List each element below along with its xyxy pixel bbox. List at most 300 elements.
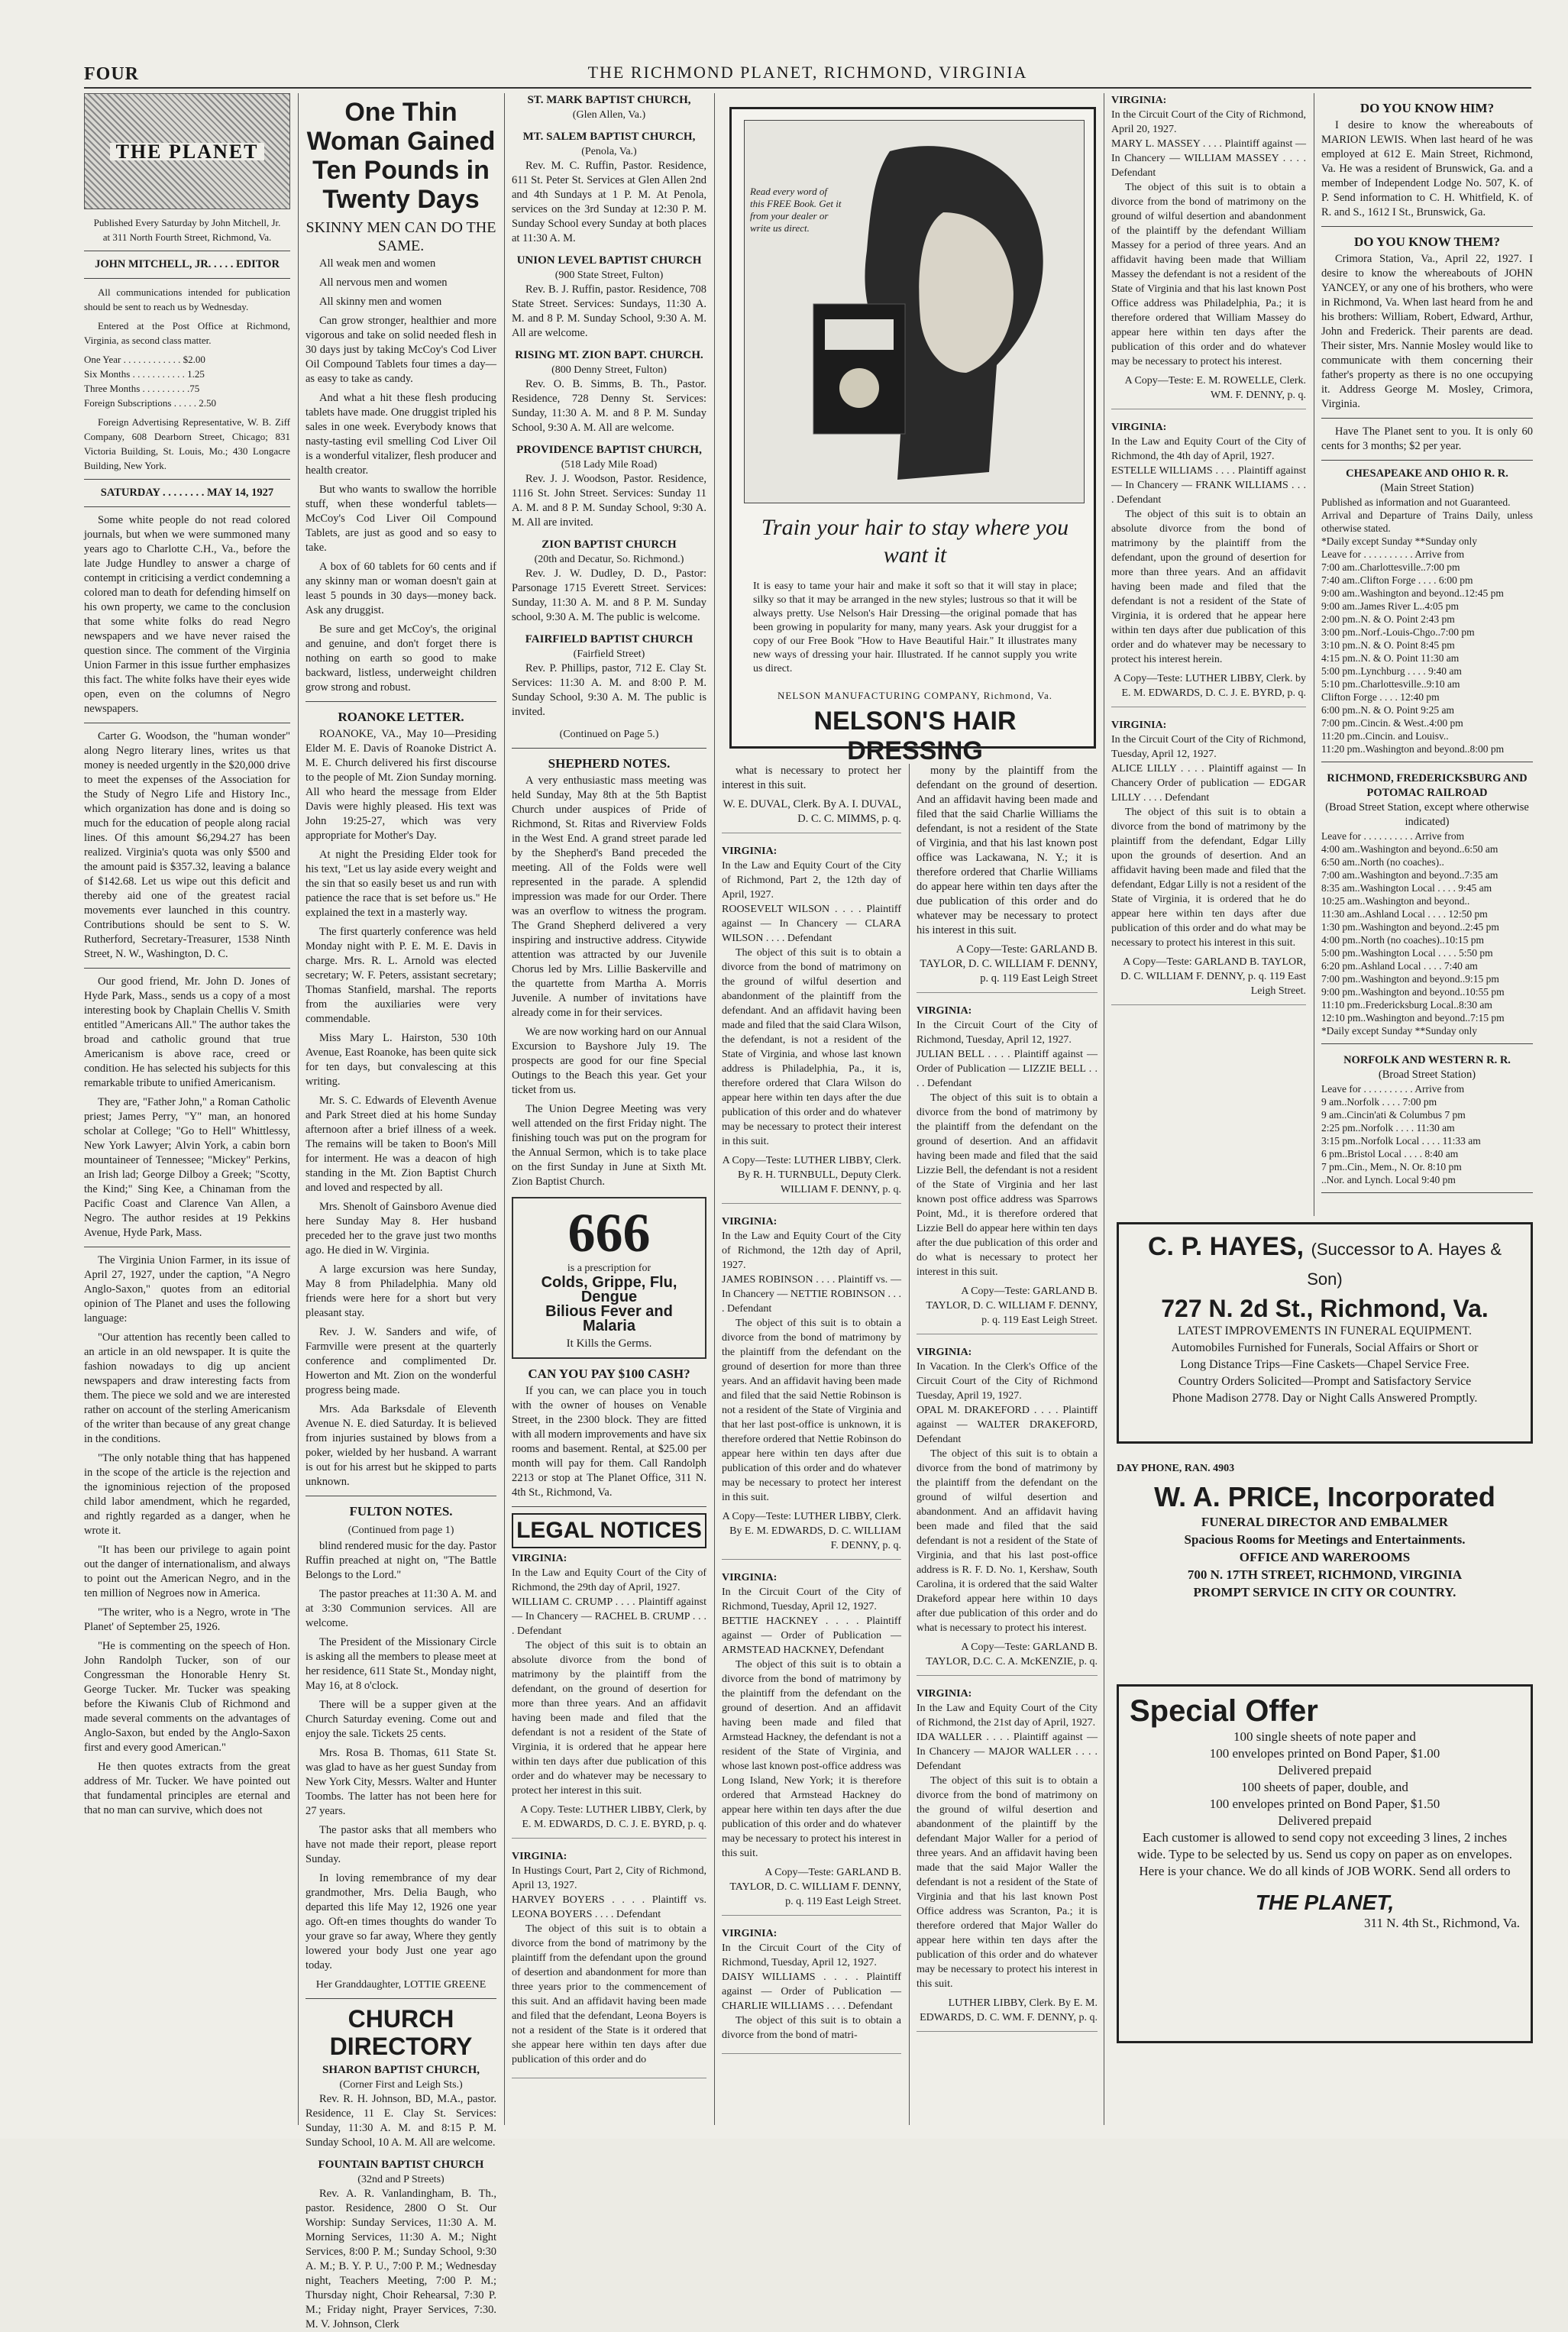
notice-body: The object of this suit is to obtain a divorce from the bond of matrimony by the plaintiff from the defendant, Edgar Lilly upon the grounds of desertion. And an affidavit having been made and filed that the defendant, Edgar Lilly is not a resident of the State of Virginia, it is ordered that he do appear here within ten days after due publication of this order and do what may be necessary to protect his interest in this suit. (1111, 807, 1306, 949)
ad-line: 100 single sheets of note paper and (1233, 1729, 1416, 1744)
notice-fragment: what is necessary to protect her interest in this suit. (722, 765, 901, 791)
church-address: (900 State Street, Fulton) (554, 270, 664, 281)
legal-notice (1111, 718, 1306, 1005)
article-para: All weak men and women (319, 257, 436, 270)
woman-portrait-illustration (745, 121, 1084, 503)
schedule-line: 9 am..Cincin'ati & Columbus 7 pm (1321, 1109, 1466, 1121)
nelson-copy: It is easy to tame your hair and make it soft so that it will stay in place; silky so that it may be arranged in the new styles; lustrous so that it will be always pretty. Use Nelson's Hair Dressing—the original pomade that has been growing in popularity for many, many years. Ask your druggist for a copy of our Free Book "How to Have Beautiful Hair." It illustrates many new ways of dressing your hair. Illustrated. If he cannot supply you write us direct. (753, 581, 1077, 674)
editorial-para: "Our attention has recently been called to an article in an old newspaper. It is quite the fashion nowadays to dig up ancient newspapers and draw interesting facts from them. The piece we sold and we are interested rather on account of the sterling Americanism of the writer than because of any great change in the conditions. (84, 1331, 290, 1445)
church-name: SHARON BAPTIST CHURCH, (322, 2064, 480, 2076)
editorial-para: Our good friend, Mr. John D. Jones of Hyde Park, Mass., sends us a copy of a most interesting book by Chaplain Chellis V. Smith entitled "Americans All." The author takes the broad and catholic ground that true Americanism is above race, creed or condition. He has selected his subjects for this remarkable tribute to unified Americanism. (84, 975, 290, 1089)
railroad-name: RICHMOND, FREDERICKSBURG AND POTOMAC RAILROAD (1327, 772, 1528, 799)
entered-note: Entered at the Post Office at Richmond, Virginia, as second class matter. (84, 320, 290, 346)
railroad-name: CHESAPEAKE AND OHIO R. R. (1346, 467, 1508, 480)
pub-line: Published Every Saturday by John Mitchell, Jr. (93, 217, 281, 228)
church-entry (512, 254, 706, 341)
article-para: Be sure and get McCoy's, the original and genuine, and don't forget there is nothing on earth so good to make backward, listless, underweight children grow strong and robust. (306, 623, 496, 694)
notice-court: In the Law and Equity Court of the City of Richmond, the 29th day of April, 1927. (512, 1567, 706, 1593)
notice-fragment: mony by the plaintiff from the defendant on the ground of desertion. And an affidavit having been made and filed that the said Charlie Williams the defendant, is not a resident of the State of Virginia, and that his last known post office was Lackawana, N. Y.; it is therefore ordered that Charlie Williams do appear here within ten days after the due publication of this order and do whatever may be necessary to protect his interest in this suit. (917, 765, 1098, 936)
fulton-sub: (Continued from page 1) (348, 1525, 454, 1536)
schedule-line: 2:00 pm..N. & O. Point 2:43 pm (1321, 613, 1455, 625)
editorial-para: Carter G. Woodson, the "human wonder" along Negro literary lines, writes us that money is needed urgently in the $20,000 drive to meet the expenses of the Association for the Study of Negro Life and History Inc., which organization has done and is doing so much for the education of people along racial lines. Of this amount $6,294.27 has been realized. Virginia's quota was only $500 and the amount paid is $357.32, leaving a balance of $142.68. Let us wipe out this deficit and thereby aid one of the greatest racial movements ever launched in this country. Contributions should be sent to S. W. Rutherford, Secretary-Treasurer, 1538 Ninth Street, N. W., Washington, D. C. (84, 730, 290, 960)
editorial-para: "The only notable thing that has happened in the scope of the article is the rejection and the ignominious rejection of the proposed child labor amendment, which he regarded, and rightly regarded as a danger, when he wrote it. (84, 1452, 290, 1537)
railroad-sub: (Broad Street Station) (1378, 1069, 1476, 1081)
hayes-address: 727 N. 2d St., Richmond, Va. (1161, 1295, 1489, 1322)
notice-caption: DAISY WILLIAMS . . . . Plaintiff against — Order of Publication — CHARLIE WILLIAMS . . . . Defendant (722, 1971, 901, 2012)
legal-notice (917, 1687, 1098, 2032)
hayes-successor: (Successor to A. Hayes & Son) (1307, 1240, 1502, 1289)
article-para: At night the Presiding Elder took for his text, "Let us lay aside every weight and the sin that so easily beset us and run with patience the race that is set before us." He explained the text in a masterly way. (306, 849, 496, 919)
fulton-body (306, 1539, 496, 1867)
article-para: A box of 60 tablets for 60 cents and if any skinny man or woman doesn't gain at least 5 pounds in 30 days—money back. Ask any druggist. (306, 561, 496, 616)
schedule-line: 2:25 pm..Norfolk . . . . 11:30 am (1321, 1122, 1455, 1134)
schedule-line: 6:00 pm..N. & O. Point 9:25 am (1321, 704, 1455, 716)
railroad-schedules (1321, 467, 1533, 1193)
article-para: All nervous men and women (319, 277, 448, 289)
schedule-line: 11:20 pm..Washington and beyond..8:00 pm (1321, 743, 1505, 755)
article-para: A very enthusiastic mass meeting was held Sunday, May 8th at the 5th Baptist Church under auspices of Pride of Richmond, St. Ritas and Riverview Folds in the West End. A grand street parade led by the Shepherd's Band preceded the meeting. All of the Folds were well represented in the parade. A splendid impression was made for our Order. There was an overflow to witness the program. The Grand Shepherd delivered a very inspiring and instructive address. Citywide attention was attracted by our Juvenile Chorus led by Mrs. Lillie Baskerville and the quartette from Martha A. Morris Juvenile. A number of invitations have already come in for their services. (512, 775, 706, 1019)
schedule-line: Leave for . . . . . . . . . . Arrive from (1321, 830, 1465, 842)
church-name: UNION LEVEL BAPTIST CHURCH (516, 254, 702, 267)
ad-666-desc: is a prescription for (567, 1263, 651, 1274)
legal-notice (722, 1926, 901, 2054)
schedule-line: 9 am..Norfolk . . . . 7:00 pm (1321, 1096, 1437, 1108)
railroad-name: NORFOLK AND WESTERN R. R. (1343, 1054, 1511, 1066)
article-para: But who wants to swallow the horrible stuff, when these wonderful tablets—McCoy's Cod Liver Oil Compound Tablets, are just as good and so easy to take. (306, 484, 496, 554)
notice-sign: A Copy—Teste: E. M. ROWELLE, Clerk. WM. F. DENNY, p. q. (1124, 375, 1306, 401)
ad-line: 100 envelopes printed on Bond Paper, $1.00 (1209, 1746, 1440, 1761)
schedule-line: 5:00 pm..Lynchburg . . . . 9:40 am (1321, 665, 1462, 677)
notice-sign: A Copy—Teste: GARLAND B. TAYLOR, D. C. WILLIAM F. DENNY, p. q. 119 East Leigh Street. (926, 1286, 1098, 1326)
editor-line: JOHN MITCHELL, JR. . . . . EDITOR (95, 258, 280, 270)
church-directory-heading: CHURCH DIRECTORY (329, 2005, 473, 2060)
ad-line: Delivered prepaid (1278, 1763, 1372, 1777)
notice-caption: JAMES ROBINSON . . . . Plaintiff vs. — In Chancery — NETTIE ROBINSON . . . . Defendant (722, 1274, 901, 1315)
notice-fragment-sign: A Copy—Teste: GARLAND B. TAYLOR, D. C. WILLIAM F. DENNY, p. q. 119 East Leigh Street (917, 943, 1098, 993)
notice-list (722, 844, 901, 2054)
article-para: Mrs. Shenolt of Gainsboro Avenue died here Sunday May 8. Her husband preceded her to the grave just two months ago. He died in W. Virginia. (306, 1201, 496, 1257)
column-legal-notices-b (917, 764, 1098, 2125)
rate-line: One Year . . . . . . . . . . . . $2.00 (84, 354, 205, 365)
notice-body: The object of this suit is to obtain a divorce from the bond of matrimony on the ground of wilful desertion and abandonment of the plaintiff by the defendant William Massey for a period of three years. And an affidavit having been made that William Massey the defendant is not a resident of the State of Virginia and that his last known Post Office address was Philadelphia, Pa.; it is therefore ordered that William Massey do appear here within ten days after the publication of this order and do whatever may be necessary to protect his interest. (1111, 182, 1306, 367)
church-details: Rev. J. W. Dudley, D. D., Pastor: Parsonage 1715 Everett Street. Services: Sunday, 11:30 A. M. and 8 P. M. Sunday school, 9:30 A. M. The public is welcome. (512, 568, 706, 623)
page-title: THE RICHMOND PLANET, RICHMOND, VIRGINIA (587, 63, 1028, 82)
legal-notice (722, 844, 901, 1204)
hayes-name: C. P. HAYES, (1148, 1232, 1305, 1261)
roanoke-body (306, 727, 496, 1489)
church-entry (512, 130, 706, 246)
railroad-sub: (Main Street Station) (1380, 482, 1474, 494)
column-rule (504, 93, 505, 2125)
mccoys-headline: One Thin Woman Gained Ten Pounds in Twenty Days (306, 98, 496, 214)
ad-line: Automobiles Furnished for Funerals, Social Affairs or Short or (1171, 1341, 1479, 1354)
notice-caption: ALICE LILLY . . . . Plaintiff against — In Chancery Order of publication — EDGAR LILLY . . . . Defendant (1111, 763, 1306, 804)
fulton-heading: FULTON NOTES. (349, 1504, 453, 1519)
editorial-para: Some white people do not read colored journals, but when we were summoned many years ago to Charlotte C.H., Va., before the late Judge Hundley to answer a charge of contempt in criticising a verdict condemning a colored man to death for defending himself on his own property, we came to the conclusion that some white folks do read Negro newspapers and we have never raised the question since. The comment of the Virginia Union Farmer in this issue further emphasizes this fact. The white folks have their eyes wide open, even on the columns of Negro newspapers. (84, 514, 290, 715)
offer-address: 311 N. 4th St., Richmond, Va. (1363, 1916, 1520, 1930)
memoriam-text: In loving remembrance of my dear grandmother, Mrs. Delia Baugh, who departed this life May 12, 1926 one year ago. Oft-en times thoughts do wander To your grave so far away, Where they gently lowered your body Just one year ago today. (306, 1872, 496, 1971)
schedule-line: 9:00 pm..Washington and beyond..10:55 pm (1321, 986, 1505, 998)
notice-state: VIRGINIA: (1111, 720, 1167, 731)
offer-heading: Special Offer (1130, 1694, 1318, 1728)
shepherd-body (512, 774, 706, 1189)
notice-state: VIRGINIA: (917, 1347, 972, 1358)
notice-court: In the Circuit Court of the City of Richmond, Tuesday, April 12, 1927. (917, 1020, 1098, 1046)
column-rule (714, 93, 715, 2125)
column-ads-news (306, 93, 496, 2330)
hayes-lines (1130, 1323, 1520, 1407)
schedule-line: 11:20 pm..Cincin. and Louisv.. (1321, 730, 1449, 742)
rate-line: Six Months . . . . . . . . . . . 1.25 (84, 368, 205, 380)
church-name: MT. SALEM BAPTIST CHURCH, (522, 131, 696, 143)
page-label: FOUR (84, 64, 139, 84)
notice-caption: JULIAN BELL . . . . Plaintiff against — Order of Publication — LIZZIE BELL . . . . Defendant (917, 1049, 1098, 1089)
schedule-line: Clifton Forge . . . . 12:40 pm (1321, 691, 1440, 703)
know-them-text: Crimora Station, Va., April 22, 1927. I desire to know the whereabouts of JOHN YANCEY, or any one of his brothers, who were in Richmond, Va. When last heard from he and his brothers: William, Robert, Edward, Arthur, John and Frederick. Their parents are dead. Their sister, Mrs. Nannie Mosley would like to communicate with them concerning their father's property as there is no one occupying it. Address George M. Mosley, Crimora, Virginia. (1321, 253, 1533, 410)
church-address: (518 Lady Mile Road) (561, 459, 658, 471)
schedule-line: 3:10 pm..N. & O. Point 8:45 pm (1321, 639, 1455, 651)
schedule-line: 4:00 pm..North (no coaches)..10:15 pm (1321, 934, 1484, 946)
notice-sign: LUTHER LIBBY, Clerk. By E. M. EDWARDS, D. C. WM. F. DENNY, p. q. (920, 1997, 1098, 2023)
notice-caption: HARVEY BOYERS . . . . Plaintiff vs. LEONA BOYERS . . . . Defendant (512, 1894, 706, 1920)
comm-note: All communications intended for publication should be sent to reach us by Wednesday. (84, 286, 290, 312)
notice-court: In the Circuit Court of the City of Richmond, Tuesday, April 12, 1927. (1111, 734, 1306, 760)
column-rule (909, 764, 910, 2125)
church-address: (32nd and P Streets) (357, 2174, 445, 2185)
nelson-hair-ad (729, 107, 1096, 765)
notice-state: VIRGINIA: (1111, 422, 1167, 433)
railroad-schedule (1321, 771, 1533, 1044)
legal-notice (1111, 420, 1306, 707)
notice-sign: A Copy—Teste: LUTHER LIBBY, Clerk. By R. H. TURNBULL, Deputy Clerk. WILLIAM F. DENNY, p. q. (722, 1155, 901, 1195)
notice-caption: MARY L. MASSEY . . . . Plaintiff against — In Chancery — WILLIAM MASSEY . . . . Defendant (1111, 138, 1306, 179)
notice-court: In the Law and Equity Court of the City of Richmond, the 21st day of April, 1927. (917, 1703, 1098, 1729)
editorial-para: They are, "Father John," a Roman Catholic priest; James Perry, "Y" man, an honored scholar at College; "Go to Hell" Whittlessy, New York Lawyer; Alvin York, a cabin born mountaineer of Tennessee; "Mickey" Perkins, an Irish lad; George Dilboy a Greek; "Scotty, the Kind;" Sing Kee, a Chinaman from the Pacific Coast and Clarence Van Allen, a Negro. The author resides at 19 Pekkins Avenue, Hyde Park, Mass. (84, 1096, 290, 1239)
know-him-heading: DO YOU KNOW HIM? (1359, 101, 1495, 115)
ad-666-number: 666 (567, 1202, 651, 1263)
schedule-line: 4:00 am..Washington and beyond..6:50 am (1321, 843, 1498, 855)
notice-state: VIRGINIA: (722, 1928, 778, 1939)
pub-line: at 311 North Fourth Street, Richmond, Va. (102, 231, 272, 243)
nelson-headline: Train your hair to stay where you want it (761, 515, 1069, 568)
railroad-sub: (Broad Street Station, except where otherwise indicated) (1325, 801, 1529, 828)
notice-state: VIRGINIA: (1111, 95, 1167, 106)
rule (1321, 1192, 1533, 1193)
editorial-para: The Virginia Union Farmer, in its issue of April 27, 1927, under the caption, "A Negro Anglo-Saxon," quotes from an editorial opinion of The Planet and uses the following language: (84, 1254, 290, 1324)
foreign-rep: Foreign Advertising Representative, W. B. Ziff Company, 608 Dearborn Street, Chicago; 831 Victoria Building, St. Louis, Mo.; 430 Longacre Building, New York. (84, 416, 290, 471)
church-list (512, 93, 706, 720)
notice-body: The object of this suit is to obtain a divorce from the bond of matrimony by the plaintiff from the defendant on the ground of desertion for more than three years. And an affidavit having been made and filed that the said Nettie Robinson is not a resident of the State of Virginia and that her last post-office is unknown, it is therefore ordered that Nettie Robinson do appear here within ten days after due publication of this order and do whatever may be necessary to protect her interest in this suit. (722, 1318, 901, 1503)
notice-body: The object of this suit is to obtain a divorce from the bond of matrimony by the plaintiff from the defendant upon the ground of desertion and abandonment for more than three years prior to the commencement of this suit. And an affidavit having been made and filed that the defendant, Leona Boyers is not a resident of the State is it ordered that she appear here within ten days after due publication of this order and do (512, 1923, 706, 2065)
ad-line: 100 envelopes printed on Bond Paper, $1.50 (1209, 1797, 1440, 1811)
notice-sign: A Copy. Teste: LUTHER LIBBY, Clerk, by E. M. EDWARDS, D. C. J. E. BYRD, p. q. (520, 1804, 706, 1830)
legal-notice (917, 1004, 1098, 1334)
church-address: (20th and Decatur, So. Richmond.) (534, 554, 684, 565)
notice-court: In the Law and Equity Court of the City of Richmond, the 4th day of April, 1927. (1111, 436, 1306, 462)
schedule-line: Leave for . . . . . . . . . . Arrive from (1321, 1083, 1465, 1095)
church-name: FAIRFIELD BAPTIST CHURCH (525, 633, 693, 645)
schedule-line: Leave for . . . . . . . . . . Arrive from (1321, 548, 1465, 560)
ad-line: PROMPT SERVICE IN CITY OR COUNTRY. (1193, 1585, 1456, 1599)
rent-heading: CAN YOU PAY $100 CASH? (528, 1367, 690, 1381)
memoriam-sign: Her Granddaughter, LOTTIE GREENE (315, 1979, 487, 1991)
schedule-line: 3:00 pm..Norf.-Louis-Chgo..7:00 pm (1321, 626, 1475, 638)
column-legal-notices-a (722, 764, 901, 2125)
notice-body: The object of this suit is to obtain an absolute divorce from the bond of matrimony by the plaintiff from the defendant, on the ground of desertion for more than three years. And an affidavit having been made and filed that the defendant is not a resident of the State of Virginia, it is ordered that he appear here within ten days after due publication of this order and do whatever may be necessary to protect her interest in this suit. (512, 1640, 706, 1797)
schedule-line: 7:00 pm..Cincin. & West..4:00 pm (1321, 717, 1463, 729)
railroad-schedule (1321, 467, 1533, 762)
article-para: Can grow stronger, healthier and more vigorous and take on solid needed flesh in 30 days just by taking McCoy's Cod Liver Oil Compound Tablets four times a day—as easy to take as candy. (306, 315, 496, 385)
article-para: The pastor asks that all members who have not made their report, please report Sunday. (306, 1824, 496, 1865)
notice-court: In Hustings Court, Part 2, City of Richmond, April 13, 1927. (512, 1865, 706, 1891)
offer-lines (1130, 1729, 1520, 1880)
church-address: (Glen Allen, Va.) (572, 109, 646, 121)
church-name: FOUNTAIN BAPTIST CHURCH (318, 2159, 484, 2171)
column-legal-notices-c (1111, 93, 1306, 1216)
notice-body: The object of this suit is to obtain a divorce from the bond of matrimony on the ground of wilful desertion and abandonment of the plaintiff by the defendant Major Waller for a period of three years. And an affidavit having been made that the said Major Waller the defendant is not a resident of the State of Virginia and that his last known Post Office address was Scranton, Pa.; it is therefore ordered that Major Waller do appear here within ten days after the publication of this order and do whatever may be necessary to protect his interest in this suit. (917, 1775, 1098, 1990)
schedule-line: 6 pm..Bristol Local . . . . 8:40 am (1321, 1148, 1459, 1160)
notice-state: VIRGINIA: (917, 1005, 972, 1017)
notice-court: In the Law and Equity Court of the City of Richmond, Part 2, the 12th day of April, 1927. (722, 860, 901, 901)
notice-state: VIRGINIA: (512, 1553, 567, 1564)
subscription-note: Have The Planet sent to you. It is only 60 cents for 3 months; $2 per year. (1321, 425, 1533, 452)
column-editorial (84, 93, 290, 2125)
article-para: ROANOKE, VA., May 10—Presiding Elder M. E. Davis of Roanoke District A. M. E. Church delivered his first discourse to the people of Mt. Zion Sunday morning. All who heard the message from Elder Davis were highly pleased. His text was John 19:25-27, which was very appropriate for Mother's Day. (306, 728, 496, 842)
schedule-line: Arrival and Departure of Trains Daily, unless otherwise stated. (1321, 509, 1533, 534)
article-para: The Union Degree Meeting was very well attended on the first Friday night. The finishing touch was put on the program for the Annual Sermon, which is to take place on the first Sunday in June at Sixth Mt. Zion Baptist Church. (512, 1103, 706, 1188)
church-address: (Fairfield Street) (573, 648, 645, 660)
schedule-line: 9:00 am..James River L..4:05 pm (1321, 600, 1459, 612)
nelson-brand: NELSON'S HAIR DRESSING (813, 707, 1017, 765)
church-address: (Penola, Va.) (581, 146, 637, 157)
schedule-line: 3:15 pm..Norfolk Local . . . . 11:33 am (1321, 1135, 1481, 1147)
notice-list (1111, 93, 1306, 1005)
notice-caption: BETTIE HACKNEY . . . . Plaintiff against — Order of Publication — ARMSTEAD HACKNEY, Defendant (722, 1616, 901, 1656)
notice-state: VIRGINIA: (722, 846, 778, 857)
rate-line: Three Months . . . . . . . . . .75 (84, 383, 200, 394)
church-entry (306, 2063, 496, 2150)
church-entry (512, 632, 706, 720)
free-book-tag: Read every word of this FREE Book. Get it from your dealer or write us direct. (750, 186, 842, 234)
ad-666-line: Colds, Grippe, Flu, Dengue (541, 1274, 677, 1305)
church-name: ST. MARK BAPTIST CHURCH, (527, 94, 691, 106)
legal-notice (512, 1849, 706, 2078)
notice-body: The object of this suit is to obtain a divorce from the bond of matrimony by the plaintiff from the defendant on the ground of wilful desertion and abandonment. And an affidavit having been made and filed that the said defendant is not a resident of the State of Virginia, and that his last post-office address is R. F. D. No. 1, Kershaw, South Carolina, it is ordered that the said Walter Drakeford appear here within 10 days after due publication of this order and do what is necessary to protect his interest. (917, 1448, 1098, 1634)
schedule-line: 4:15 pm..N. & O. Point 11:30 am (1321, 652, 1460, 664)
know-him-text: I desire to know the whereabouts of MARION LEWIS. When last heard of he was employed at 612 E. Main Street, Richmond, Va. He was a resident of Brunswick, Ga. and a member of Independent Lodge No. 507, K. of P. Send information to C. H. Whitfield, K. of R. and S., 1612 I St., Brunswick, Ga. (1321, 119, 1533, 218)
church-details: Rev. P. Phillips, pastor, 712 E. Clay St. Services: 11:30 A. M. and 8:00 P. M. Sunday School, 9:30 A. M. The public is invited. (512, 662, 706, 718)
notice-sign: A Copy—Teste: LUTHER LIBBY, Clerk. By E. M. EDWARDS, D. C. WILLIAM F. DENNY, p. q. (722, 1511, 901, 1551)
notice-caption: WILLIAM C. CRUMP . . . . Plaintiff against — In Chancery — RACHEL B. CRUMP . . . . Defendant (512, 1596, 706, 1637)
schedule-line: 6:20 pm..Ashland Local . . . . 7:40 am (1321, 960, 1478, 972)
notice-court: In the Circuit Court of the City of Richmond, Tuesday, April 12, 1927. (722, 1942, 901, 1968)
article-para: Mr. S. C. Edwards of Eleventh Avenue and Park Street died at his home Sunday afternoon after a brief illness of a week. The remains will be taken to Boon's Mill for interment. He was a deacon of high standing in the Mt. Zion Baptist Church and loved and respected by all. (306, 1095, 496, 1194)
schedule-line: 7 pm..Cin., Mem., N. Or. 8:10 pm (1321, 1161, 1462, 1172)
notice-caption: ESTELLE WILLIAMS . . . . Plaintiff against — In Chancery — FRANK WILLIAMS . . . . Defendant (1111, 465, 1306, 506)
know-them-heading: DO YOU KNOW THEM? (1354, 234, 1500, 249)
legal-notice (722, 1570, 901, 1916)
schedule-line: *Daily except Sunday **Sunday only (1321, 535, 1477, 547)
article-para: blind rendered music for the day. Pastor Ruffin preached at night on, "The Battle Belongs to the Lord." (306, 1540, 496, 1581)
notice-caption: OPAL M. DRAKEFORD . . . . Plaintiff against — WALTER DRAKEFORD, Defendant (917, 1405, 1098, 1445)
notice-sign: A Copy—Teste: GARLAND B. TAYLOR, D. C. WILLIAM F. DENNY, p. q. 119 East Leigh Street. (1120, 956, 1306, 997)
editorial-para: "He is commenting on the speech of Hon. John Randolph Tucker, son of our Congressman the Honorable Henry St. George Tucker. Mr. Tucker was speaking before the Kiwanis Club of Richmond and made several comments on the advantages of Anglo-Saxon, but ended by the Anglo-Saxon first and every good American." (84, 1640, 290, 1754)
continued-note: (Continued on Page 5.) (559, 729, 659, 740)
ad-line: Long Distance Trips—Fine Caskets—Chapel Service Free. (1180, 1358, 1469, 1371)
ad-line: LATEST IMPROVEMENTS IN FUNERAL EQUIPMENT. (1177, 1324, 1473, 1337)
legal-notice (512, 1551, 706, 1839)
church-details: Rev. J. J. Woodson, Pastor. Residence, 1116 St. John Street. Services: Sunday 11 A. M. and 8 P. M. Sunday School, 9:30 A. M. All are invited. (512, 473, 706, 529)
ad-line: Delivered prepaid (1278, 1813, 1372, 1828)
church-name: PROVIDENCE BAPTIST CHURCH, (516, 444, 702, 456)
column-notices-rail (1321, 93, 1533, 1216)
ad-line: Spacious Rooms for Meetings and Entertainments. (1184, 1532, 1466, 1547)
rate-line: Foreign Subscriptions . . . . . 2.50 (84, 397, 216, 409)
notice-body: The object of this suit is to obtain a divorce from the bond of matri- (722, 2015, 901, 2041)
hayes-funeral-ad (1117, 1222, 1533, 1444)
schedule-line: Published as information and not Guaranteed. (1321, 496, 1511, 508)
article-para: All skinny men and women (319, 296, 442, 308)
ad-line: Phone Madison 2778. Day or Night Calls Answered Promptly. (1172, 1392, 1478, 1405)
notice-sign: A Copy—Teste: LUTHER LIBBY, Clerk. by E. M. EDWARDS, D. C. J. E. BYRD, p. q. (1114, 673, 1306, 699)
church-address: (800 Denny Street, Fulton) (551, 364, 667, 376)
article-para: Mrs. Ada Barksdale of Eleventh Avenue N. E. died Saturday. It is believed from injuries sustained by blows from a poker, wielded by her husband. A warrant is out for his arrest but he skipped to parts unknown. (306, 1403, 496, 1488)
legal-notice (722, 1215, 901, 1560)
article-para: The pastor preaches at 11:30 A. M. and at 3:30 Communion services. All are welcome. (306, 1588, 496, 1629)
notice-court: In the Circuit Court of the City of Richmond, April 20, 1927. (1111, 109, 1306, 135)
schedule-line: 5:10 pm..Charlottesville..9:10 am (1321, 678, 1460, 690)
article-para: Mrs. Rosa B. Thomas, 611 State St. was glad to have as her guest Sunday from New York City, Messrs. Walter and Hunter Toombs. The latter has not been here for 27 years. (306, 1747, 496, 1817)
article-para: The first quarterly conference was held Monday night with P. E. M. E. Davis in charge. Mrs. R. L. Arnold was elected secretary; W. F. Peters, assistant secretary; Thomas Stanfield, marshal. The reports from the auxiliaries were very commendable. (306, 926, 496, 1025)
schedule-line: 1:30 pm..Washington and beyond..2:45 pm (1321, 921, 1499, 933)
church-details: Rev. O. B. Simms, B. Th., Pastor. Residence, 728 Denny St. Services: Sunday, 11:30 A. M. and 8 P. M. Sunday School, 9:30 A. M. All are welcome. (512, 378, 706, 434)
church-details: Rev. A. R. Vanlandingham, B. Th., pastor. Residence, 2800 O St. Our Worship: Sunday Services, 11:30 A. M. Morning Services, 11:30 A. M.; Night Services, 8:00 P. M.; Sunday School, 9:30 A. M.; B. Y. P. U., 7:00 P. M.; Wednesday night, Teachers Meeting, 7:00 P. M.; Thursday night, Choir Rehearsal, 7:30 P. M.; Friday night, Prayer Services, 7:30. M. V. Johnson, Clerk (306, 2188, 496, 2330)
ad-line: OFFICE AND WAREROOMS (1239, 1550, 1411, 1564)
church-entry (512, 348, 706, 435)
ad-666 (512, 1197, 706, 1359)
notice-state: VIRGINIA: (722, 1572, 778, 1583)
church-entry (512, 538, 706, 625)
offer-planet: THE PLANET, (1255, 1891, 1395, 1914)
article-para: And what a hit these flesh producing tablets have made. One druggist tripled his sales in one week. Everybody knows that nasty-tasting evil smelling Cod Liver Oil is a wonderful vitalizer, flesh producer and health creator. (306, 392, 496, 477)
church-details: Rev. R. H. Johnson, BD, M.A., pastor. Residence, 11 E. Clay St. Services: Sunday, 11:30 A. M. and 8:15 P. M. Sunday School, 10 A. M. All are welcome. (306, 2093, 496, 2149)
article-para: There will be a supper given at the Church Saturday evening. Come out and enjoy the sale. Tickets 25 cents. (306, 1699, 496, 1740)
nelson-company: NELSON MANUFACTURING COMPANY, Richmond, Va. (778, 690, 1052, 701)
article-para: We are now working hard on our Annual Excursion to Bayshore July 19. The prospects are good for our fine Special Outings to the Beach this year. Get your ticket from us. (512, 1026, 706, 1096)
schedule-line: 5:00 pm..Washington Local . . . . 5:50 pm (1321, 947, 1493, 959)
notice-caption: IDA WALLER . . . . Plaintiff against — In Chancery — MAJOR WALLER . . . . Defendant (917, 1732, 1098, 1772)
price-phone: DAY PHONE, RAN. 4903 (1117, 1463, 1235, 1474)
notice-sign: A Copy—Teste: GARLAND B. TAYLOR, D.C. C. A. McKENZIE, p. q. (926, 1641, 1098, 1667)
planet-logo: THE PLANET (84, 93, 290, 209)
legal-notices-heading: LEGAL NOTICES (512, 1513, 706, 1548)
schedule-line: 12:10 pm..Washington and beyond..7:15 pm (1321, 1012, 1505, 1024)
schedule-line: 10:25 am..Washington and beyond.. (1321, 895, 1470, 907)
article-para: Miss Mary L. Hairston, 530 10th Avenue, East Roanoke, has been quite sick for ten days, but convalescing at this writing. (306, 1032, 496, 1088)
schedule-line: 11:10 pm..Fredericksburg Local..8:30 am (1321, 999, 1492, 1011)
notice-state: VIRGINIA: (512, 1851, 567, 1862)
article-para: The President of the Missionary Circle is asking all the members to please meet at her residence, 611 State St., Monday night, May 16, at 8 o'clock. (306, 1636, 496, 1692)
schedule-line: 6:50 am..North (no coaches).. (1321, 856, 1444, 868)
column-rule (298, 93, 299, 2125)
rent-text: If you can, we can place you in touch with the owner of houses on Venable Street, in the 2300 block. They are fitted with all modern improvements and have six rooms and basement. Rental, at $25.00 per month will pay for them. Call Randolph 2213 or stop at The Planet Office, 311 N. 4th St., Richmond, Va. (512, 1385, 706, 1499)
editorial-para: "It has been our privilege to again point out the danger of internationalism, and always to point out the American Negro, and in the ten million of Negroes now in America. (84, 1544, 290, 1599)
church-entry (512, 93, 706, 122)
schedule-line: 7:00 am..Washington and beyond..7:35 am (1321, 869, 1498, 881)
editorial-para: "The writer, who is a Negro, wrote in 'The Planet' of September 25, 1926. (84, 1606, 290, 1633)
notice-court: In the Law and Equity Court of the City of Richmond, the 12th day of April, 1927. (722, 1231, 901, 1271)
schedule-line: 9:00 am..Washington and beyond..12:45 pm (1321, 587, 1504, 599)
schedule-line: 11:30 am..Ashland Local . . . . 12:50 pm (1321, 908, 1488, 920)
church-name: RISING MT. ZION BAPT. CHURCH. (515, 349, 703, 361)
notice-body: The object of this suit is to obtain a divorce from the bond of matrimony on the ground of wilful desertion and abandonment of the plaintiff from the defendant. And an affidavit having been made and filed that the said Clara Wilson, the defendant, is not a resident of the State of Virginia, and whose last known address is Philadelphia, Pa., it is, therefore ordered that Clara Wilson do appear here within ten days after the due publication of this order and do whatever may be necessary to protect their interest in this suit. (722, 947, 901, 1147)
price-lines (1117, 1513, 1533, 1601)
church-details: Rev. M. C. Ruffin, Pastor. Residence, 611 St. Peter St. Services at Glen Allen 2nd and 4th Sundays at 1 P. M. At Penola, services on the 3rd Sunday at 12:30 P. M. Sunday School every Sunday at both places at 11:30 A. M. (512, 160, 706, 244)
legal-notice (917, 1345, 1098, 1676)
editorial-para: He then quotes extracts from the great address of Mr. Tucker. We have pointed out that fundamental principles are eternal and that no man can survive, which does not (84, 1761, 290, 1816)
article-para: Rev. J. W. Sanders and wife, of Farmville were present at the quarterly conference and complimented Dr. Howerton and Mt. Zion on the wonderful progress being made. (306, 1326, 496, 1396)
schedule-line: ..Nor. and Lynch. Local 9:40 pm (1321, 1174, 1456, 1185)
legal-notice (1111, 93, 1306, 409)
church-list (306, 2063, 496, 2332)
church-entry (512, 443, 706, 530)
ad-line: Country Orders Solicited—Prompt and Satisfactory Service (1178, 1375, 1472, 1388)
shepherd-heading: SHEPHERD NOTES. (548, 756, 671, 771)
special-offer-ad (1117, 1684, 1533, 2043)
price-name: W. A. PRICE, Incorporated (1154, 1481, 1495, 1512)
notice-state: VIRGINIA: (917, 1688, 972, 1700)
ad-line: 700 N. 17TH STREET, RICHMOND, VIRGINIA (1187, 1567, 1463, 1582)
price-funeral-ad (1117, 1463, 1533, 1669)
ad-line: Each customer is allowed to send copy not exceeding 3 lines, 2 inches wide. Type to be selected by us. Send us copy on paper as on envelopes. Here is your chance. We do all kinds of JOB WORK. Send all orders to (1137, 1830, 1512, 1878)
church-address: (Corner First and Leigh Sts.) (339, 2079, 463, 2091)
masthead (84, 61, 1531, 89)
column-churches-legal (512, 93, 706, 2125)
schedule-line: 7:40 am..Clifton Forge . . . . 6:00 pm (1321, 574, 1473, 586)
notice-court: In Vacation. In the Clerk's Office of the Circuit Court of the City of Richmond Tuesday, April 19, 1927. (917, 1361, 1098, 1402)
notice-court: In the Circuit Court of the City of Richmond, Tuesday, April 12, 1927. (722, 1586, 901, 1612)
issue-date: SATURDAY . . . . . . . . MAY 14, 1927 (100, 487, 274, 499)
schedule-line: 7:00 am..Charlottesville..7:00 pm (1321, 561, 1460, 573)
schedule-line: 7:00 pm..Washington and beyond..9:15 pm (1321, 973, 1499, 985)
notice-body: The object of this suit is to obtain an absolute divorce from the bond of matrimony by the plaintiff from the defendant, upon the ground of desertion for more than three years. And an affidavit having been made and filed that the defendant is not a resident of the State of Virginia, it is ordered that he appear here within ten days after due publication of this order and do whatever may be necessary to protect his interest herein. (1111, 509, 1306, 665)
schedule-line: 8:35 am..Washington Local . . . . 9:45 am (1321, 882, 1492, 894)
mccoys-ad-body (306, 257, 496, 695)
church-name: ZION BAPTIST CHURCH (542, 539, 677, 551)
article-para: A large excursion was here Sunday, May 8 from Philadelphia. Many old friends were here for a short but very pleasant stay. (306, 1263, 496, 1319)
church-details: Rev. B. J. Ruffin, pastor. Residence, 708 State Street. Services: Sundays, 11:30 A. M. and 8 P. M. Sunday School, 9:30 A. M. All are welcome. (512, 283, 706, 339)
portrait-image (744, 120, 1085, 503)
notice-caption: ROOSEVELT WILSON . . . . Plaintiff against — In Chancery — CLARA WILSON . . . . Defendant (722, 904, 901, 944)
ad-line: FUNERAL DIRECTOR AND EMBALMER (1201, 1515, 1449, 1529)
ad-666-line: Bilious Fever and Malaria (545, 1303, 673, 1334)
notice-state: VIRGINIA: (722, 1216, 778, 1227)
ad-line: 100 sheets of paper, double, and (1241, 1780, 1408, 1794)
notice-body: The object of this suit is to obtain a divorce from the bond of matrimony by the plaintiff from the defendant on the ground of desertion. And an affidavit having been made and filed that Armstead Hackney, the defendant is not a resident of the State of Virginia, and whose last known post-office address was Long Island, New York; it is therefore ordered that Armstead Hackney do appear here within ten days after the due publication of this order and do whatever may be necessary to protect his interest in this suit. (722, 1659, 901, 1859)
notice-body: The object of this suit is to obtain a divorce from the bond of matrimony by the plaintiff from the defendant on the ground of desertion. And an affidavit having been made and filed that the said Lizzie Bell, the defendant is not a resident of the State of Virginia and her last known post office address was Sparrows Point, Md., it is therefore ordered that Lizzie Bell do appear here within ten days after the due publication of this order and do what is necessary to protect her interest in this suit. (917, 1092, 1098, 1278)
mccoys-subhead: SKINNY MEN CAN DO THE SAME. (306, 219, 496, 254)
notice-fragment-sign: W. E. DUVAL, Clerk. By A. I. DUVAL, D. C. C. MIMMS, p. q. (722, 797, 901, 833)
rule (1321, 1043, 1533, 1044)
roanoke-heading: ROANOKE LETTER. (338, 710, 464, 724)
notice-list (512, 1551, 706, 2078)
schedule-line: *Daily except Sunday **Sunday only (1321, 1025, 1477, 1037)
notice-sign: A Copy—Teste: GARLAND B. TAYLOR, D. C. WILLIAM F. DENNY, p. q. 119 East Leigh Street. (729, 1867, 901, 1907)
ad-666-tag: It Kills the Germs. (566, 1337, 652, 1350)
church-entry (306, 2158, 496, 2332)
railroad-schedule (1321, 1053, 1533, 1193)
notice-list (917, 1004, 1098, 2032)
